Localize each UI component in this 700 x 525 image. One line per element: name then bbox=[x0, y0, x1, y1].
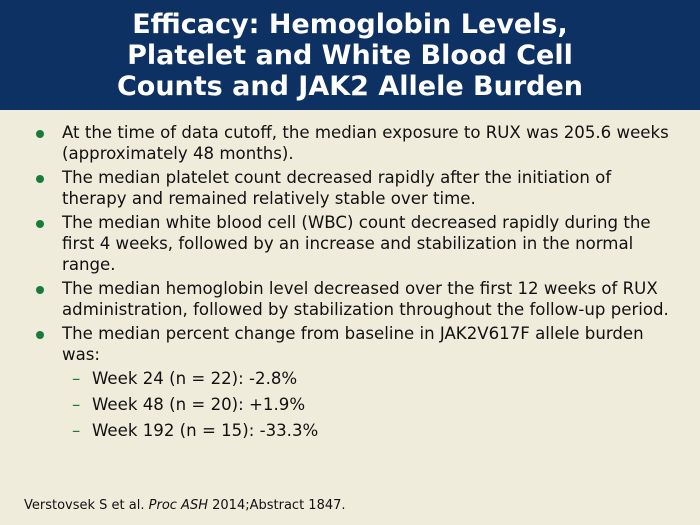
title-bar bbox=[0, 0, 700, 110]
sub-bullet-item bbox=[34, 394, 674, 415]
slide-title-line-2: Platelet and White Blood Cell bbox=[127, 39, 573, 71]
citation-details: 2014;Abstract 1847. bbox=[212, 498, 346, 513]
sub-bullet-item bbox=[34, 368, 674, 389]
sub-bullet-item bbox=[34, 420, 674, 441]
bullet-item bbox=[34, 323, 674, 365]
bullet-text: The median hemoglobin level decreased over the first 12 weeks of RUX administration, followed by stabilization throughout the follow-up period. bbox=[62, 279, 669, 319]
bullet-text: At the time of data cutoff, the median exposure to RUX was 205.6 weeks (approximately 48 months). bbox=[62, 123, 669, 163]
bullet-dot-icon bbox=[36, 286, 44, 294]
bullet-item bbox=[34, 167, 674, 209]
dash-icon: – bbox=[72, 395, 81, 414]
bullet-list bbox=[34, 122, 674, 446]
citation-authors: Verstovsek S et al. bbox=[24, 498, 145, 513]
citation-footnote bbox=[24, 498, 346, 513]
dash-icon: – bbox=[72, 369, 81, 388]
slide-title-line-3: Counts and JAK2 Allele Burden bbox=[116, 70, 584, 102]
bullet-text: The median platelet count decreased rapidly after the initiation of therapy and remained relatively stable over time. bbox=[62, 168, 612, 208]
dash-icon: – bbox=[72, 421, 81, 440]
sub-bullet-list bbox=[34, 368, 674, 441]
bullet-text: The median white blood cell (WBC) count decreased rapidly during the first 4 weeks, followed by an increase and stabilization in the normal range. bbox=[62, 213, 651, 274]
sub-bullet-text: Week 48 (n = 20): +1.9% bbox=[92, 395, 306, 414]
bullet-dot-icon bbox=[36, 175, 44, 183]
citation-journal: Proc ASH bbox=[148, 498, 208, 513]
slide-title-line-1: Efficacy: Hemoglobin Levels, bbox=[132, 8, 568, 40]
bullet-dot-icon bbox=[36, 130, 44, 138]
sub-bullet-text: Week 24 (n = 22): -2.8% bbox=[92, 369, 298, 388]
bullet-item bbox=[34, 278, 674, 320]
bullet-text: The median percent change from baseline in JAK2V617F allele burden was: bbox=[62, 324, 644, 364]
bullet-item bbox=[34, 212, 674, 275]
bullet-dot-icon bbox=[36, 331, 44, 339]
sub-bullet-text: Week 192 (n = 15): -33.3% bbox=[92, 421, 319, 440]
bullet-dot-icon bbox=[36, 220, 44, 228]
bullet-item bbox=[34, 122, 674, 164]
